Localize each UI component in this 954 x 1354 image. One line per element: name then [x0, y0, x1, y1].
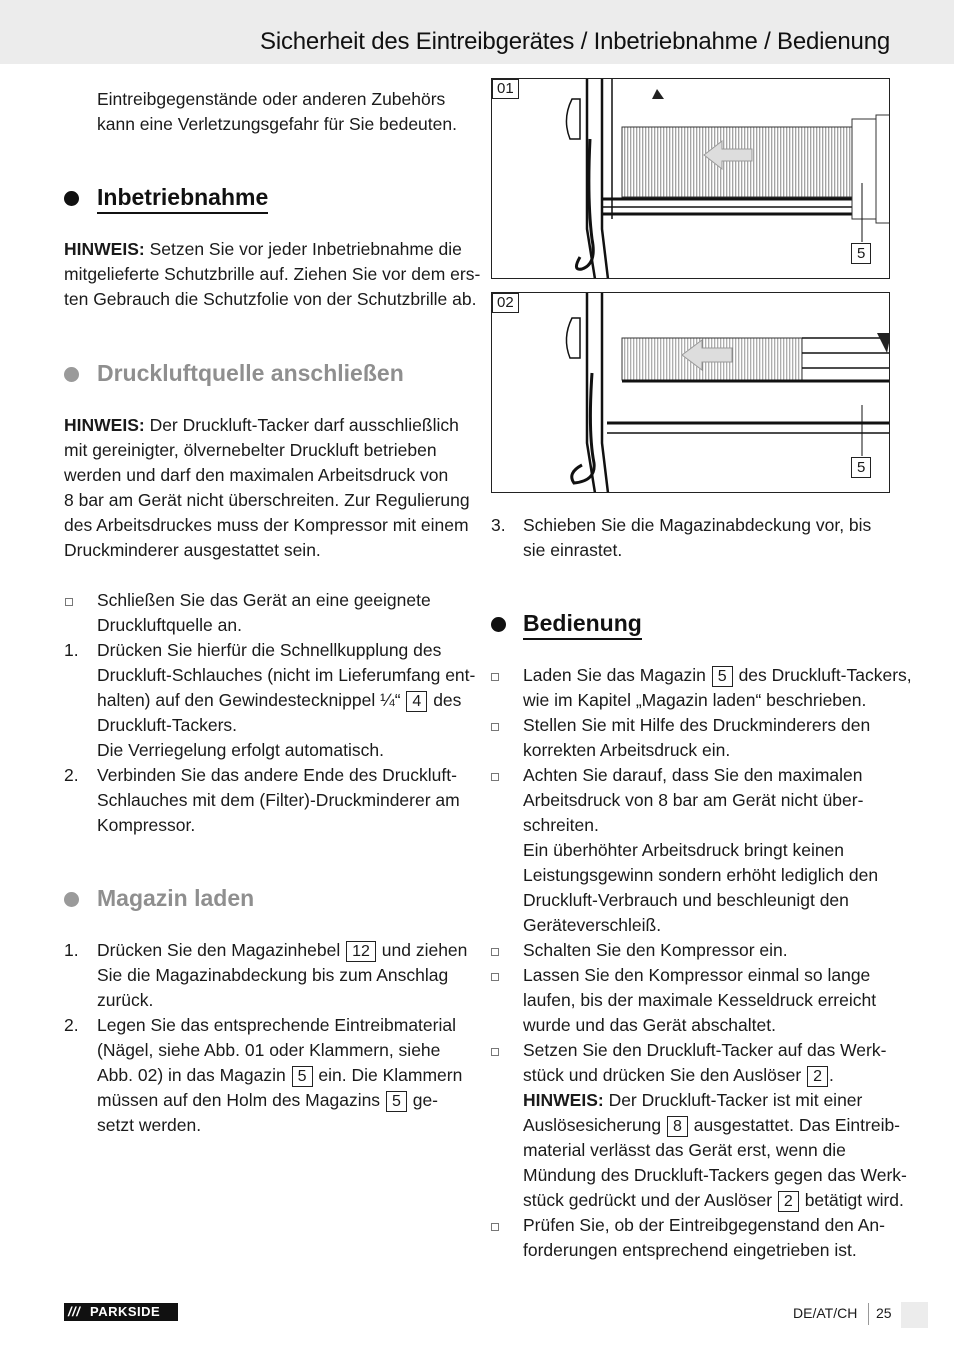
list-bullet-square [491, 1048, 499, 1056]
step-number: 2. [64, 1015, 79, 1035]
footer-tab-marker [901, 1302, 928, 1328]
step-number: 3. [491, 515, 506, 535]
figure-01 [491, 78, 890, 279]
heading-bedienung: Bedienung [523, 609, 642, 640]
nailer-magazine-illustration [492, 79, 890, 279]
figure-02 [491, 292, 890, 493]
figure-label: 01 [492, 79, 519, 99]
page-number: 25 [876, 1305, 892, 1321]
part-ref: 8 [667, 1116, 688, 1137]
heading-bullet [64, 367, 79, 382]
list-item: Lassen Sie den Kompressor einmal so lange laufen, bis der maximale Kesseldruck erreicht wurde und das Gerät abschaltet. [523, 965, 877, 1035]
list-item: Stellen Sie mit Hilfe des Druckminderers den korrekten Arbeitsdruck ein. [523, 715, 871, 760]
hinweis-inbetriebnahme: HINWEIS: Setzen Sie vor jeder Inbetriebnahme die mitgelieferte Schutzbrille auf. Ziehen Sie vor dem ers- ten Gebrauch die Schutzfolie von der Schutzbrille ab. [64, 239, 481, 309]
step-text: Schieben Sie die Magazinabdeckung vor, bis sie einrastet. [523, 515, 872, 560]
figure-callout: 5 [851, 243, 871, 264]
page-title: Sicherheit des Eintreibgerätes / Inbetriebnahme / Bedienung [260, 28, 890, 55]
step-text: Drücken Sie hierfür die Schnellkupplung des Druckluft-Schlauches (nicht im Lieferumfang ent- halten) auf den Gewindestecknippel ¼“ 4 des Druckluft-Tackers. Die Verriegelung erfolgt automatisch. [97, 640, 476, 760]
list-item: Schließen Sie das Gerät an eine geeignete Druckluftquelle an. [97, 590, 431, 635]
figure-callout: 5 [851, 457, 871, 478]
list-item: Prüfen Sie, ob der Eintreibgegenstand den An- forderungen entsprechend eingetrieben ist. [523, 1215, 885, 1260]
list-bullet-square [491, 973, 499, 981]
step-number: 2. [64, 765, 79, 785]
part-ref: 5 [386, 1091, 407, 1112]
step-text: Verbinden Sie das andere Ende des Druckluft- Schlauches mit dem (Filter)-Druckminderer am Kompressor. [97, 765, 460, 835]
part-ref: 2 [807, 1066, 828, 1087]
footer-divider [868, 1303, 869, 1325]
hinweis-druckluft: HINWEIS: Der Druckluft-Tacker darf ausschließlich mit gereinigter, ölvernebelter Druckluft betrieben werden und darf den maximalen Arbeitsdruck von 8 bar am Gerät nicht überschreiten. Zur Regulierung des Arbeitsdruckes muss der Kompressor mit einem Druckminderer ausgestattet sein. [64, 415, 470, 560]
list-item: Laden Sie das Magazin 5 des Druckluft-Tackers, wie im Kapitel „Magazin laden“ beschrieben. [523, 665, 912, 710]
list-bullet-square [491, 948, 499, 956]
intro-text: Eintreibgegenstände oder anderen Zubehörs kann eine Verletzungsgefahr für Sie bedeuten. [97, 89, 457, 134]
list-bullet-square [491, 1223, 499, 1231]
footer-locale: DE/AT/CH [793, 1305, 858, 1321]
heading-bullet [491, 617, 506, 632]
heading-bullet [64, 191, 79, 206]
list-bullet-square [65, 598, 73, 606]
step-number: 1. [64, 940, 79, 960]
step-number: 1. [64, 640, 79, 660]
list-bullet-square [491, 673, 499, 681]
figure-label: 02 [492, 293, 519, 313]
step-text: Drücken Sie den Magazinhebel 12 und ziehen Sie die Magazinabdeckung bis zum Anschlag zurück. [97, 940, 468, 1010]
stapler-magazine-illustration [492, 293, 890, 493]
part-ref: 5 [712, 666, 733, 687]
parkside-logo: /// PARKSIDE [64, 1303, 178, 1321]
part-ref: 4 [406, 691, 427, 712]
list-bullet-square [491, 723, 499, 731]
list-item: Setzen Sie den Druckluft-Tacker auf das Werk- stück und drücken Sie den Auslöser 2 . HINWEIS: Der Druckluft-Tacker ist mit einer Auslösesicherung 8 ausgestattet. Das Eintreib- material verlässt das Gerät erst, wenn die Mündung des Druckluft-Tackers gegen das Werk- stück gedrückt und der Auslöser 2 betätigt wird. [523, 1040, 907, 1210]
heading-druckluftquelle: Druckluftquelle anschließen [97, 360, 404, 386]
heading-magazin-laden: Magazin laden [97, 885, 255, 911]
heading-bullet [64, 892, 79, 907]
part-ref: 12 [346, 941, 376, 962]
part-ref: 5 [292, 1066, 313, 1087]
list-bullet-square [491, 773, 499, 781]
list-item: Achten Sie darauf, dass Sie den maximalen Arbeitsdruck von 8 bar am Gerät nicht über- schreiten. Ein überhöhter Arbeitsdruck bringt keinen Leistungsgewinn sondern erhöht lediglich den Druckluft-Verbrauch und beschleunigt den Geräteverschleiß. [523, 765, 879, 935]
part-ref: 2 [778, 1191, 799, 1212]
list-item: Schalten Sie den Kompressor ein. [523, 940, 788, 960]
step-text: Legen Sie das entsprechende Eintreibmaterial (Nägel, siehe Abb. 01 oder Klammern, siehe Abb. 02) in das Magazin 5 ein. Die Klammern müssen auf den Holm des Magazins 5 ge- setzt werden. [97, 1015, 463, 1135]
heading-inbetriebnahme: Inbetriebnahme [97, 183, 268, 214]
